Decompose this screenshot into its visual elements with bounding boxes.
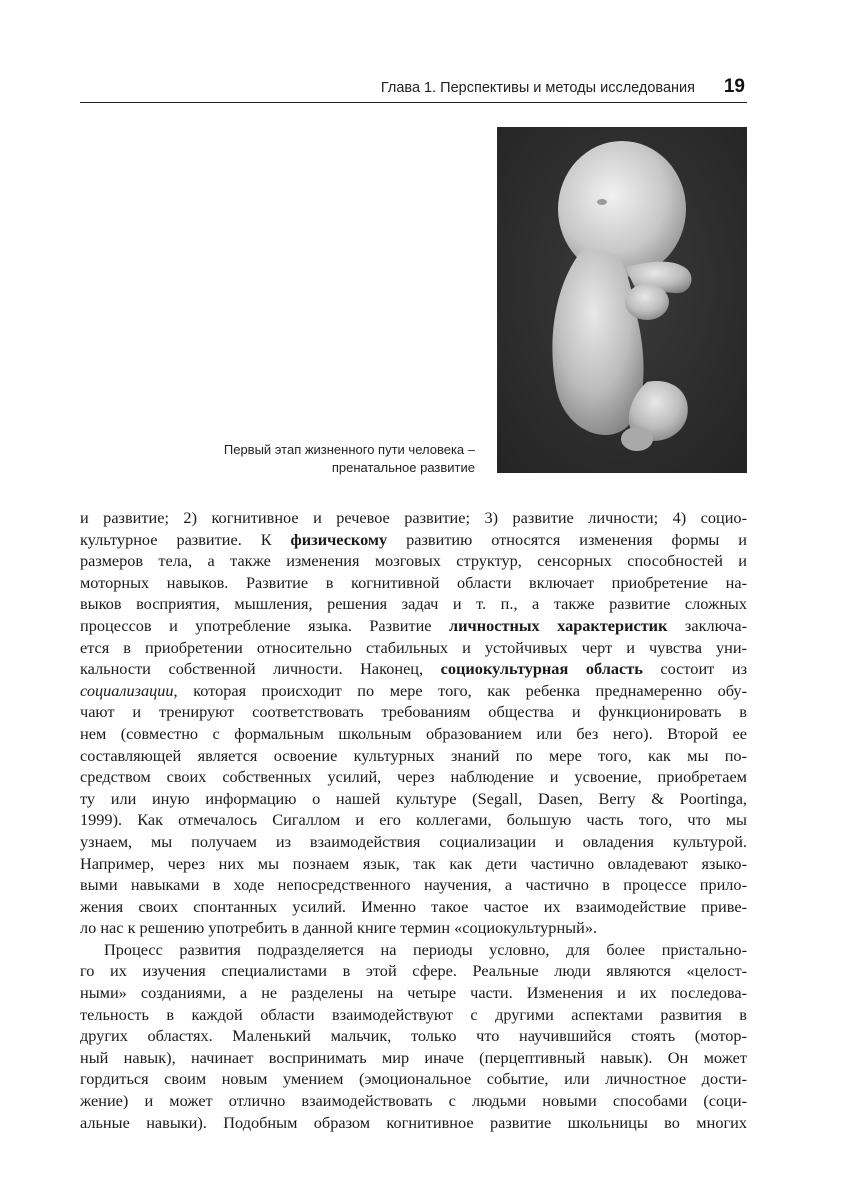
text-line: ло нас к решению употребить в данной книге термин «социокультурный». bbox=[80, 918, 598, 938]
chapter-title: Глава 1. Перспективы и методы исследования bbox=[380, 80, 695, 96]
paragraph-2 bbox=[80, 939, 747, 1133]
text-line: выков восприятия, мышления, решения задач и т. п., а также развитие сложных bbox=[80, 594, 747, 614]
text-line: жения своих спонтанных усилий. Именно такое частое их взаимодействие приве- bbox=[80, 896, 747, 916]
figure-caption bbox=[155, 441, 475, 476]
text-line: средством своих собственных усилий, через наблюдение и усвоение, приобретаем bbox=[80, 767, 747, 787]
text-line: тельность в каждой области взаимодействуют с другими аспектами развития в bbox=[80, 1004, 747, 1024]
paragraph-1 bbox=[80, 507, 747, 939]
text-line: выми навыками в ходе непосредственного научения, а частично в процессе прило- bbox=[80, 875, 747, 895]
text-line: размеров тела, а также изменения мозговых структур, сенсорных способностей и bbox=[80, 551, 747, 571]
term-physical: физическому bbox=[290, 529, 388, 549]
text-line: кальности собственной личности. Наконец, социокультурная область состоит из bbox=[80, 659, 748, 679]
term-sociocultural: социокультурная область bbox=[440, 659, 643, 679]
embryo-illustration bbox=[497, 127, 747, 473]
text-line: процессов и употребление языка. Развитие личностных характеристик заключа- bbox=[80, 615, 747, 635]
text-line: гордиться своим новым умением (эмоциональное событие, или личностное дости- bbox=[80, 1069, 747, 1089]
text-line: ется в приобретении относительно стабильных и устойчивых черт и чувства уни- bbox=[80, 637, 747, 657]
text-line: альные навыки). Подобным образом когнитивное развитие школьницы во многих bbox=[80, 1112, 747, 1132]
text-line: 1999). Как отмечалось Сигаллом и его коллегами, большую часть того, что мы bbox=[80, 810, 747, 830]
text-line: чают и тренируют соответствовать требованиям общества и функционировать в bbox=[80, 702, 747, 722]
embryo-photo bbox=[497, 127, 747, 473]
term-personality: личностных характеристик bbox=[449, 615, 668, 635]
text-line: ту или иную информацию о нашей культуре (Segall, Dasen, Berry & Poortinga, bbox=[80, 788, 747, 808]
text-line: го их изучения специалистами в этой сфере. Реальные люди являются «целост- bbox=[80, 961, 747, 981]
text-line: и развитие; 2) когнитивное и речевое развитие; 3) развитие личности; 4) социо- bbox=[80, 508, 747, 527]
text-line: ными» созданиями, а не разделены на четыре части. Изменения и их последова- bbox=[80, 983, 747, 1003]
text-line: узнаем, мы получаем из взаимодействия социализации и овладения культурой. bbox=[80, 831, 747, 851]
body-text bbox=[80, 507, 747, 1133]
text-line: Например, через них мы познаем язык, так как дети частично овладевают языко- bbox=[80, 853, 747, 873]
text-line: жение) и может отлично взаимодействовать с людьми новыми способами (соци- bbox=[80, 1091, 747, 1111]
text-line: других областях. Маленький мальчик, только что научившийся стоять (мотор- bbox=[80, 1026, 747, 1046]
text-line: нем (совместно с формальным школьным образованием или без него). Второй ее bbox=[80, 723, 747, 743]
term-socialization: социализации bbox=[80, 680, 174, 700]
text-line: моторных навыков. Развитие в когнитивной области включает приобретение на- bbox=[80, 572, 747, 592]
text-line: составляющей является освоение культурных знаний по мере того, как мы по- bbox=[80, 745, 747, 765]
page-number: 19 bbox=[723, 76, 745, 97]
running-header bbox=[80, 74, 747, 103]
caption-line: пренатальное развитие bbox=[331, 459, 475, 475]
text-line: социализации, которая происходит по мере того, как ребенка преднамеренно обу- bbox=[80, 680, 747, 700]
text-line: культурное развитие. К физическому развитию относятся изменения формы и bbox=[80, 529, 747, 549]
caption-line: Первый этап жизненного пути человека – bbox=[223, 442, 475, 457]
text-line: Процесс развития подразделяется на периоды условно, для более пристально- bbox=[104, 939, 747, 959]
text-line: ный навык), начинает воспринимать мир иначе (перцептивный навык). Он может bbox=[80, 1047, 747, 1067]
